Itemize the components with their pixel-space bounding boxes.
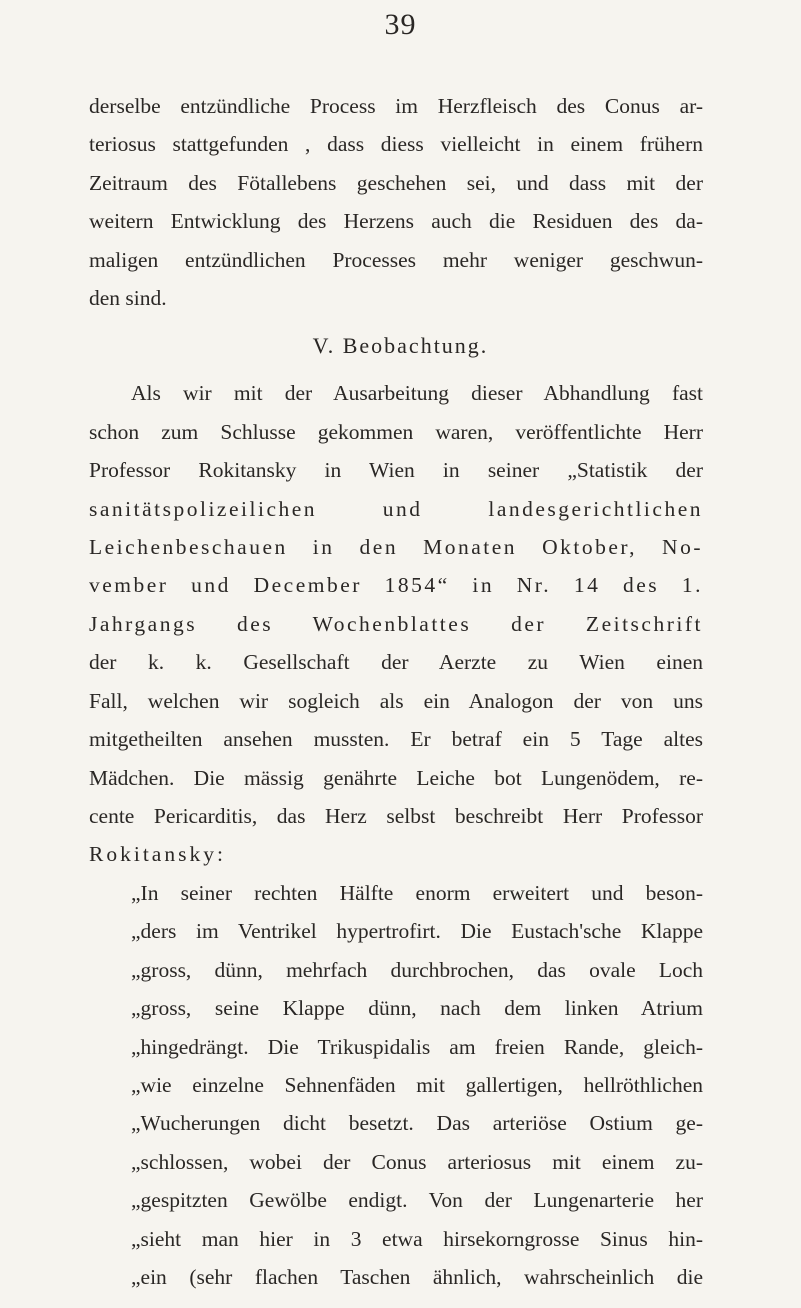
text-line: Rokitansky: bbox=[89, 842, 226, 867]
text-line: cente Pericarditis, das Herz selbst beschreibt Herr Professor bbox=[89, 803, 703, 828]
text-line: vember und December 1854“ in Nr. 14 des 1. bbox=[89, 573, 703, 598]
text-line: Professor Rokitansky in Wien in seiner „Statistik der bbox=[89, 458, 703, 483]
quote-line: „sieht man hier in 3 etwa hirsekorngrosse Sinus hin- bbox=[131, 1226, 703, 1251]
text-line: derselbe entzündliche Process im Herzfleisch des Conus ar- bbox=[89, 94, 703, 118]
text-line: den sind. bbox=[89, 286, 167, 311]
quote-line: „wie einzelne Sehnenfäden mit gallertigen, hellröthlichen bbox=[131, 1072, 703, 1097]
quote-line: „gross, dünn, mehrfach durchbrochen, das ovale Loch bbox=[131, 957, 703, 982]
quote-line: „hingedrängt. Die Trikuspidalis am freien Rande, gleich- bbox=[131, 1034, 703, 1059]
text-line: maligen entzündlichen Processes mehr weniger geschwun- bbox=[89, 247, 703, 272]
quote-line: „ein (sehr flachen Taschen ähnlich, wahrscheinlich die bbox=[131, 1265, 703, 1289]
text-line: Zeitraum des Fötallebens geschehen sei, und dass mit der bbox=[89, 170, 703, 195]
text-line: weitern Entwicklung des Herzens auch die Residuen des da- bbox=[89, 209, 703, 234]
text-line: schon zum Schlusse gekommen waren, veröffentlichte Herr bbox=[89, 419, 703, 444]
quote-line: „In seiner rechten Hälfte enorm erweitert und beson- bbox=[131, 880, 703, 905]
quote-line: „gross, seine Klappe dünn, nach dem linken Atrium bbox=[131, 996, 703, 1020]
text-line: Jahrgangs des Wochenblattes der Zeitschrift bbox=[89, 611, 703, 636]
text-line: Als wir mit der Ausarbeitung dieser Abhandlung fast bbox=[131, 381, 703, 406]
text-line: mitgetheilten ansehen mussten. Er betraf ein 5 Tage altes bbox=[89, 727, 703, 752]
page-number: 39 bbox=[384, 8, 417, 41]
quote-line: „Wucherungen dicht besetzt. Das arteriöse Ostium ge- bbox=[131, 1111, 703, 1136]
text-line: sanitätspolizeilichen und landesgerichtlichen bbox=[89, 496, 703, 521]
text-line: der k. k. Gesellschaft der Aerzte zu Wien einen bbox=[89, 650, 703, 675]
section-heading: V. Beobachtung. bbox=[312, 332, 489, 358]
text-line: teriosus stattgefunden , dass diess vielleicht in einem frühern bbox=[89, 132, 703, 157]
text-line: Leichenbeschauen in den Monaten Oktober, No- bbox=[89, 535, 703, 559]
text-line: Fall, welchen wir sogleich als ein Analogon der von uns bbox=[89, 688, 703, 713]
text-line: Mädchen. Die mässig genährte Leiche bot Lungenödem, re- bbox=[89, 765, 703, 790]
quote-line: „schlossen, wobei der Conus arteriosus mit einem zu- bbox=[131, 1149, 703, 1174]
quote-line: „gespitzten Gewölbe endigt. Von der Lungenarterie her bbox=[131, 1188, 703, 1213]
quote-line: „ders im Ventrikel hypertrofirt. Die Eustach'sche Klappe bbox=[131, 919, 703, 944]
